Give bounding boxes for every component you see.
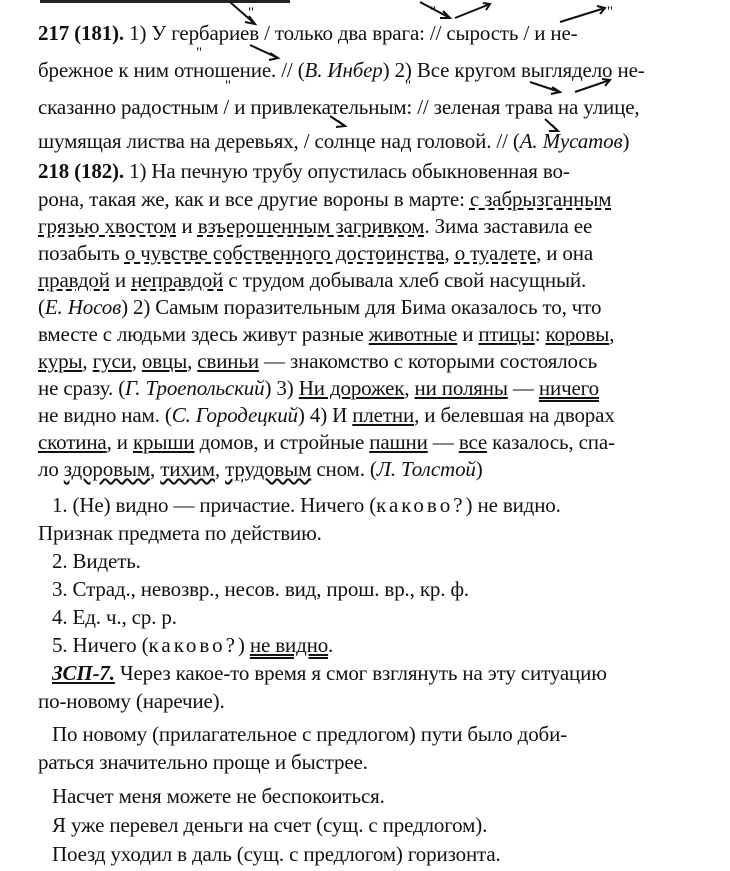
ex217-line-3: сказанно радостным / и привлекательным: // зеленая трава на улице, (38, 95, 640, 119)
ex218-text: коровы (545, 322, 610, 346)
arrow-mark (455, 4, 490, 18)
ex218-text: . Зима заставила ее (424, 214, 593, 238)
arrow-mark (551, 87, 560, 94)
ex218-text: : (534, 322, 546, 346)
ex217-text: бр (38, 58, 59, 82)
ex218-author-3: С. Городецкий (171, 403, 298, 427)
analysis-item-1-cont: Признак предмета по действию. (38, 521, 322, 545)
ex218-text: плетни (352, 403, 415, 427)
analysis-item-1 (52, 492, 716, 518)
ex218-text: , (187, 349, 198, 373)
ex218-line-4 (38, 240, 718, 266)
ex218-text: тихим (160, 457, 215, 481)
ex218-text: , и белевшая на дворах (414, 403, 615, 427)
zsp-line-3: По новому (прилагательное с предлогом) пути было доби- (52, 722, 568, 746)
ex218-text: гуси (92, 349, 132, 373)
analysis-item-5 (52, 632, 730, 658)
ex217-text: ) 2) Все кругом выглядело не- (382, 58, 645, 82)
ex218-text: правдой (38, 268, 110, 292)
zsp-line-7: Поезд уходил в даль (сущ. с предлогом) горизонта. (52, 842, 501, 866)
ex218-text: ) 4) И (297, 403, 353, 427)
ex218-line-3 (38, 213, 718, 239)
ex218-text: ) (475, 457, 483, 481)
analysis-text: ) (237, 633, 250, 657)
ex218-line-6 (38, 294, 718, 320)
ex218-text: , (131, 349, 142, 373)
ex218-line-1 (38, 158, 718, 184)
ex218-text: здоровым (63, 457, 150, 481)
ex218-text: не сразу. ( (38, 376, 126, 400)
stress-mark: " (248, 5, 255, 21)
ex218-text: с забрызганным (469, 187, 612, 211)
analysis-text: 5. Ничего ( (52, 633, 149, 657)
stress-mark: " (196, 45, 203, 61)
ex218-text: , и она (536, 241, 594, 265)
ex218-text: куры (38, 349, 83, 373)
ex218-text: вместе с людьми здесь живут разные (38, 322, 369, 346)
ex217-line-1 (38, 20, 718, 46)
ex218-text: домов, и стройные (194, 430, 370, 454)
analysis-predicate: не видно (249, 633, 329, 657)
analysis-question: каково? (376, 493, 466, 517)
ex218-text: — (507, 376, 539, 400)
ex218-text: скотина (38, 430, 107, 454)
analysis-text: ) не видно. (465, 493, 561, 517)
ex218-text: и (109, 268, 132, 292)
ex218-text: животные (368, 322, 458, 346)
ex218-text: ) 3) (264, 376, 299, 400)
ex218-text: крыши (133, 430, 195, 454)
ex218-text: , (444, 241, 455, 265)
analysis-item-3: 3. Страд., невозвр., несов. вид, прош. вр., кр. ф. (52, 577, 470, 601)
cropped-header-rule (40, 0, 290, 3)
ex218-text: сном. ( (311, 457, 377, 481)
arrow-mark (597, 6, 605, 14)
ex218-text: ни поляны (414, 376, 508, 400)
ex218-author-4: Л. Толстой (376, 457, 476, 481)
ex218-author-2: Г. Троепольский (125, 376, 265, 400)
ex218-text: рона, такая же, как и все другие вороны в марте: (38, 187, 470, 211)
analysis-item-2: 2. Видеть. (52, 549, 141, 573)
ex217-text: шумящая листва на деревьях, / солнце над головой. // ( (38, 129, 520, 153)
ex218-text: свиньи (197, 349, 259, 373)
ex218-text: о туалете (454, 241, 537, 265)
ex218-text: — (427, 430, 459, 454)
ex218-author-1: Е. Носов (44, 295, 122, 319)
stress-mark: " (430, 4, 437, 20)
ex218-text: , (150, 457, 161, 481)
arrow-mark (440, 11, 450, 18)
ex217-author-2: А. Мусатов (519, 129, 623, 153)
ex218-text: неправдой (131, 268, 224, 292)
arrow-mark (483, 3, 490, 10)
ex218-text: Ни дорожек (298, 376, 405, 400)
ex218-text: и (457, 322, 479, 346)
ex217-number: 217 (181). (38, 21, 124, 45)
stress-mark: " (607, 4, 614, 20)
ex218-text: ) 2) Самым поразительным для Бима оказалось то, что (121, 295, 602, 319)
ex218-text: взъерошенным загривком (197, 214, 425, 238)
analysis-text: . (328, 633, 334, 657)
ex218-line-10 (38, 402, 718, 428)
ex217-line-2 (38, 57, 718, 83)
zsp-line-2: по-новому (наречие). (38, 689, 225, 713)
ex218-line-7 (38, 321, 718, 347)
ex218-text: овцы (141, 349, 188, 373)
ex218-text: пашни (369, 430, 428, 454)
ex217-text: ) (622, 129, 630, 153)
ex218-text: ( (38, 295, 45, 319)
ex217-author-1: В. Инбер (304, 58, 383, 82)
ex218-text: ло (38, 457, 64, 481)
stress-mark: " (405, 78, 412, 94)
zsp-line-6: Я уже перевел деньги на счет (сущ. с предлогом). (52, 813, 488, 837)
ex218-text: , (82, 349, 93, 373)
ex218-line-9 (38, 375, 718, 401)
zsp-line-4: раться значительно проще и быстрее. (38, 750, 368, 774)
ex218-text: , (404, 376, 415, 400)
ex218-text: с трудом добывала хлеб свой насущный. (223, 268, 587, 292)
ex217-text: 1) У гербариев / только два врага: // сырость / и не- (124, 21, 578, 45)
ex218-text: птицы (478, 322, 535, 346)
stress-mark: " (225, 78, 232, 94)
ex218-text: , (609, 322, 615, 346)
ex217-text: ежное к ним отношение. // ( (58, 58, 305, 82)
ex218-text: 1) На печную трубу опустилась обыкновенная во- (124, 159, 570, 183)
ex218-text: грязью хвостом (38, 214, 177, 238)
ex218-number: 218 (182). (38, 159, 124, 183)
ex218-text: — знакомство с которыми состоялось (258, 349, 598, 373)
ex218-text: казалось, спа- (487, 430, 615, 454)
ex218-text: не видно нам. ( (38, 403, 172, 427)
ex218-line-12 (38, 456, 718, 482)
zsp-line-1 (52, 660, 716, 686)
zsp-tag: ЗСП-7. (52, 661, 115, 685)
zsp-line-5: Насчет меня можете не беспокоиться. (52, 784, 385, 808)
ex218-text: , (214, 457, 226, 481)
ex218-text: позабыть (38, 241, 125, 265)
arrow-mark (336, 121, 345, 127)
ex218-line-8 (38, 348, 718, 374)
ex218-line-5 (38, 267, 718, 293)
analysis-question: каково? (148, 633, 238, 657)
analysis-text: 1. (Не) видно — причастие. Ничего ( (52, 493, 377, 517)
ex218-text: трудовым (225, 457, 312, 481)
ex218-line-11 (38, 429, 718, 455)
ex217-line-4 (38, 128, 718, 154)
ex218-line-2 (38, 186, 718, 212)
analysis-item-4: 4. Ед. ч., ср. р. (52, 605, 177, 629)
ex218-text: ничего (538, 376, 599, 400)
arrow-mark (530, 82, 560, 92)
zsp-text: Через какое-то время я смог взглянуть на эту ситуацию (114, 661, 607, 685)
ex218-text: все (458, 430, 488, 454)
ex218-text: и (176, 214, 198, 238)
ex218-text: о чувстве собственного достоинства (124, 241, 445, 265)
ex218-text: , и (106, 430, 133, 454)
